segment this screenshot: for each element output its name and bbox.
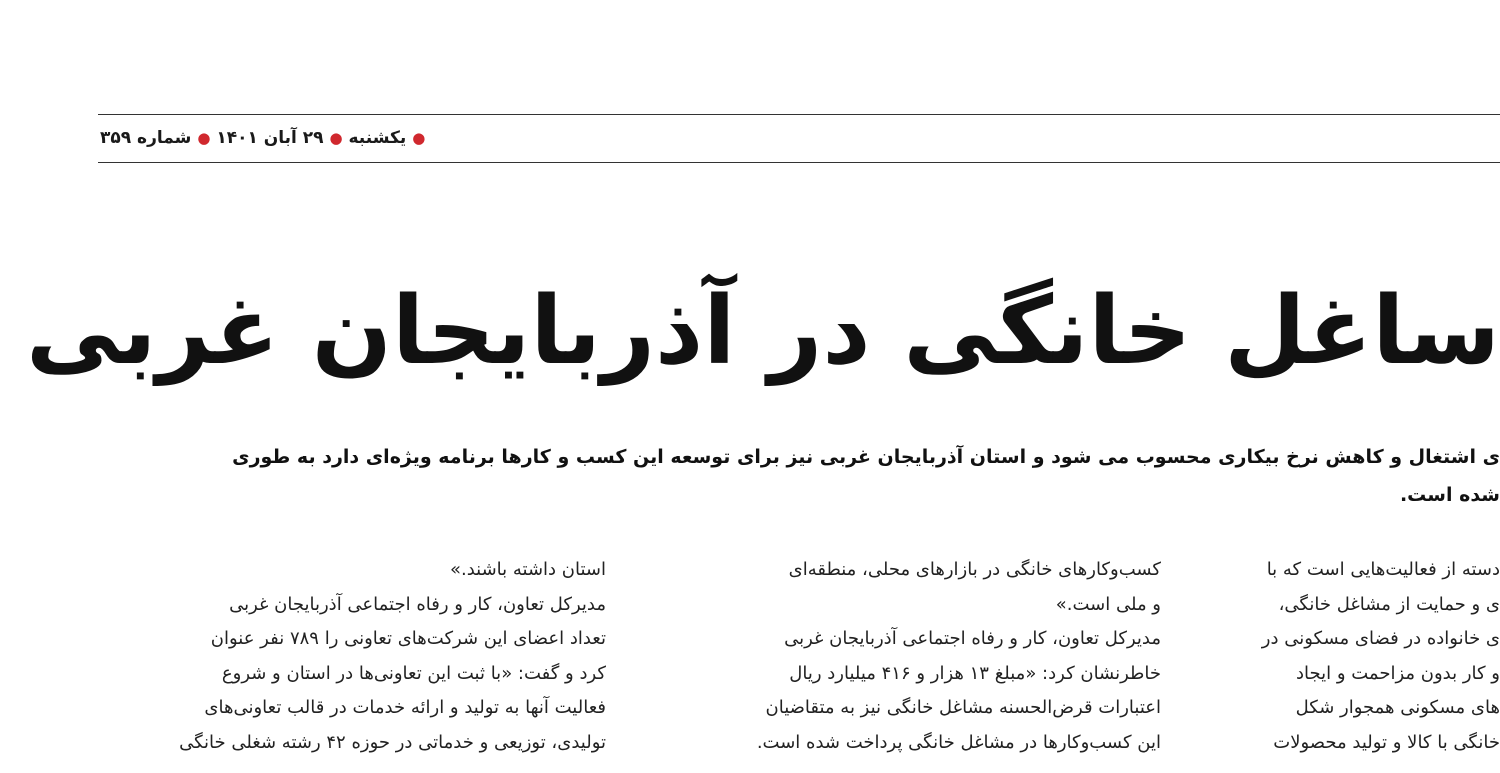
column-line: کرد و گفت: «با ثبت این تعاونی‌ها در استان و شروع [221,662,606,684]
column-line: اعتبارات قرض‌الحسنه مشاغل خانگی نیز به متقاضیان [765,697,1161,718]
column-line: دسته از فعالیت‌هایی است که با [1266,559,1500,580]
dateline-date: ۲۹ آبان ۱۴۰۱ [216,128,324,148]
column-line: تعداد اعضای این شرکت‌های تعاونی را ۷۸۹ نفر عنوان [210,628,606,649]
article-column-middle [655,553,1161,760]
lead-line: ی اشتغال و کاهش نرخ بیکاری محسوب می شود و استان آذربایجان غربی نیز برای توسعه این کسب و کارها برنامه ویژه‌ای دارد به طوری [232,446,1500,468]
column-line: و ملی است.» [1055,593,1161,615]
column-line: کسب‌وکارهای خانگی در بازارهای محلی، منطقه‌ای [788,559,1161,580]
bullet-dot-icon: ● [197,129,211,147]
bullet-dot-icon: ● [329,129,343,147]
column-line: خانگی با کالا و تولید محصولات [1273,731,1500,753]
column-line: مدیرکل تعاون، کار و رفاه اجتماعی آذربایجان غربی [784,628,1161,649]
lead-line: شده است. [1399,484,1500,506]
bullet-dot-icon: ● [412,129,426,147]
dateline [100,123,480,153]
column-line: ی خانواده در فضای مسکونی در [1261,628,1500,649]
column-line: و کار بدون مزاحمت و ایجاد [1295,662,1500,684]
column-line: فعالیت آنها به تولید و ارائه خدمات در قالب تعاونی‌های [204,697,606,718]
article-column-left [100,553,606,760]
column-line: تولیدی، توزیعی و خدماتی در حوزه ۴۲ رشته شغلی خانگی [179,731,606,753]
dateline-issue: شماره ۳۵۹ [100,128,192,148]
column-line: مدیرکل تعاون، کار و رفاه اجتماعی آذربایجان غربی [229,593,606,615]
column-line: این کسب‌وکارها در مشاغل خانگی پرداخت شده است. [756,731,1161,753]
top-rule [98,114,1500,115]
header-bottom-rule [98,162,1500,163]
article-headline: ساغل خانگی در آذربایجان غربی [25,277,1500,386]
column-line: استان داشته باشند.» [449,559,606,580]
article-lead [100,438,1500,514]
column-line: خاطرنشان کرد: «مبلغ ۱۳ هزار و ۴۱۶ میلیارد ریال [789,662,1161,684]
column-line: ی و حمایت از مشاغل خانگی، [1278,593,1500,615]
article-column-right [1210,553,1500,760]
dateline-day: یکشنبه [348,128,407,148]
column-line: های مسکونی همجوار شکل [1295,697,1500,718]
